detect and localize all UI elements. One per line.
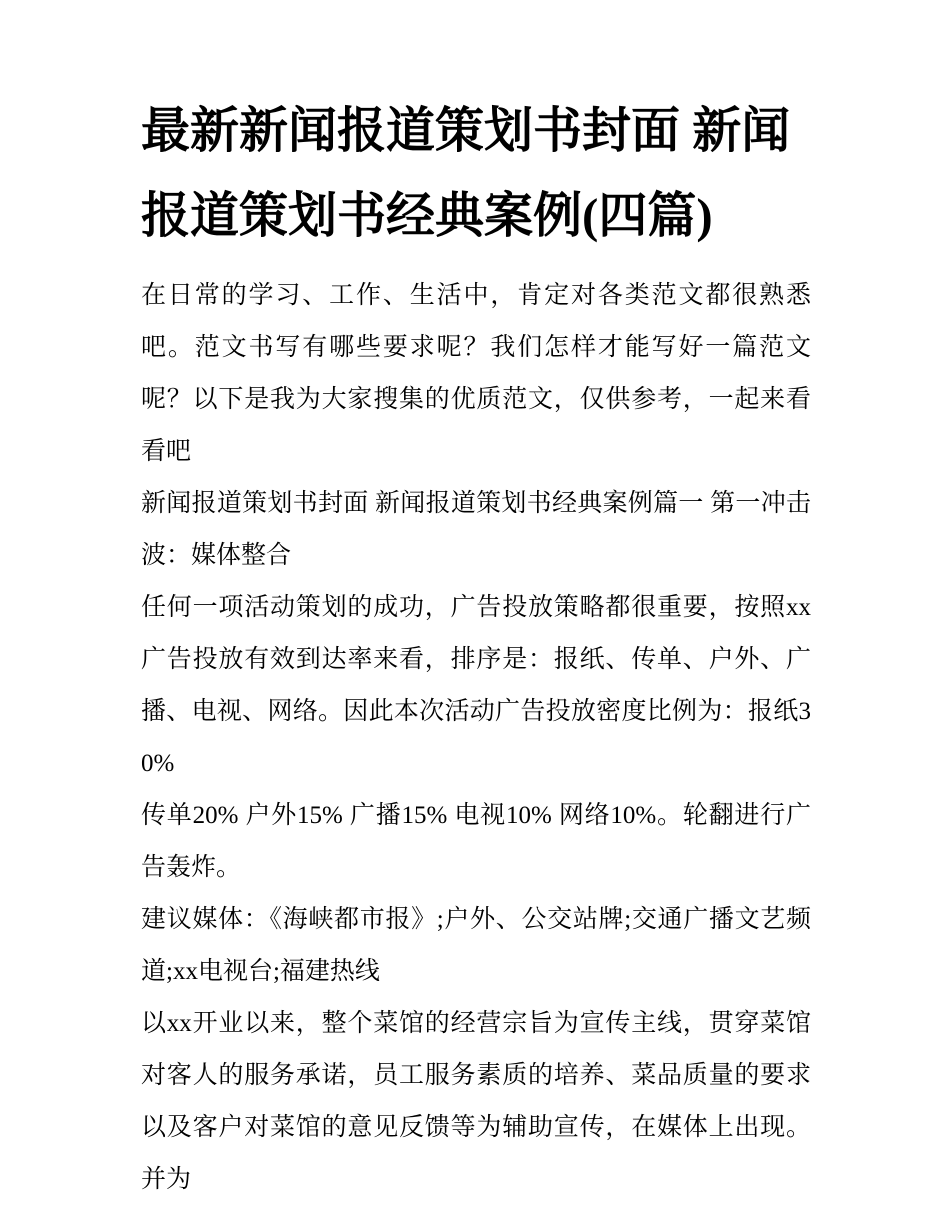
paragraph-restaurant-promo: 以xx开业以来，整个菜馆的经营宗旨为宣传主线，贯穿菜馆对客人的服务承诺，员工服务素质的培养、菜品质量的要求以及客户对菜馆的意见反馈等为辅助宣传，在媒体上出现。并为 <box>141 1010 811 1193</box>
paragraph-ad-percentages: 传单20% 户外15% 广播15% 电视10% 网络10%。轮翻进行广告轰炸。 <box>141 802 811 881</box>
paragraph-ad-strategy: 任何一项活动策划的成功，广告投放策略都很重要，按照xx广告投放有效到达率来看，排序是：报纸、传单、户外、广播、电视、网络。因此本次活动广告投放密度比例为：报纸30% <box>141 594 811 777</box>
paragraph-section-heading: 新闻报道策划书封面 新闻报道策划书经典案例篇一 第一冲击波：媒体整合 <box>141 490 811 569</box>
document-title: 最新新闻报道策划书封面 新闻报道策划书经典案例(四篇) <box>141 103 791 243</box>
paragraph-intro: 在日常的学习、工作、生活中，肯定对各类范文都很熟悉吧。范文书写有哪些要求呢？我们怎样才能写好一篇范文呢？以下是我为大家搜集的优质范文，仅供参考，一起来看看吧 <box>141 282 811 465</box>
paragraph-suggested-media: 建议媒体：《海峡都市报》;户外、公交站牌;交通广播文艺频道;xx电视台;福建热线 <box>141 906 811 985</box>
document-content <box>141 88 811 1206</box>
